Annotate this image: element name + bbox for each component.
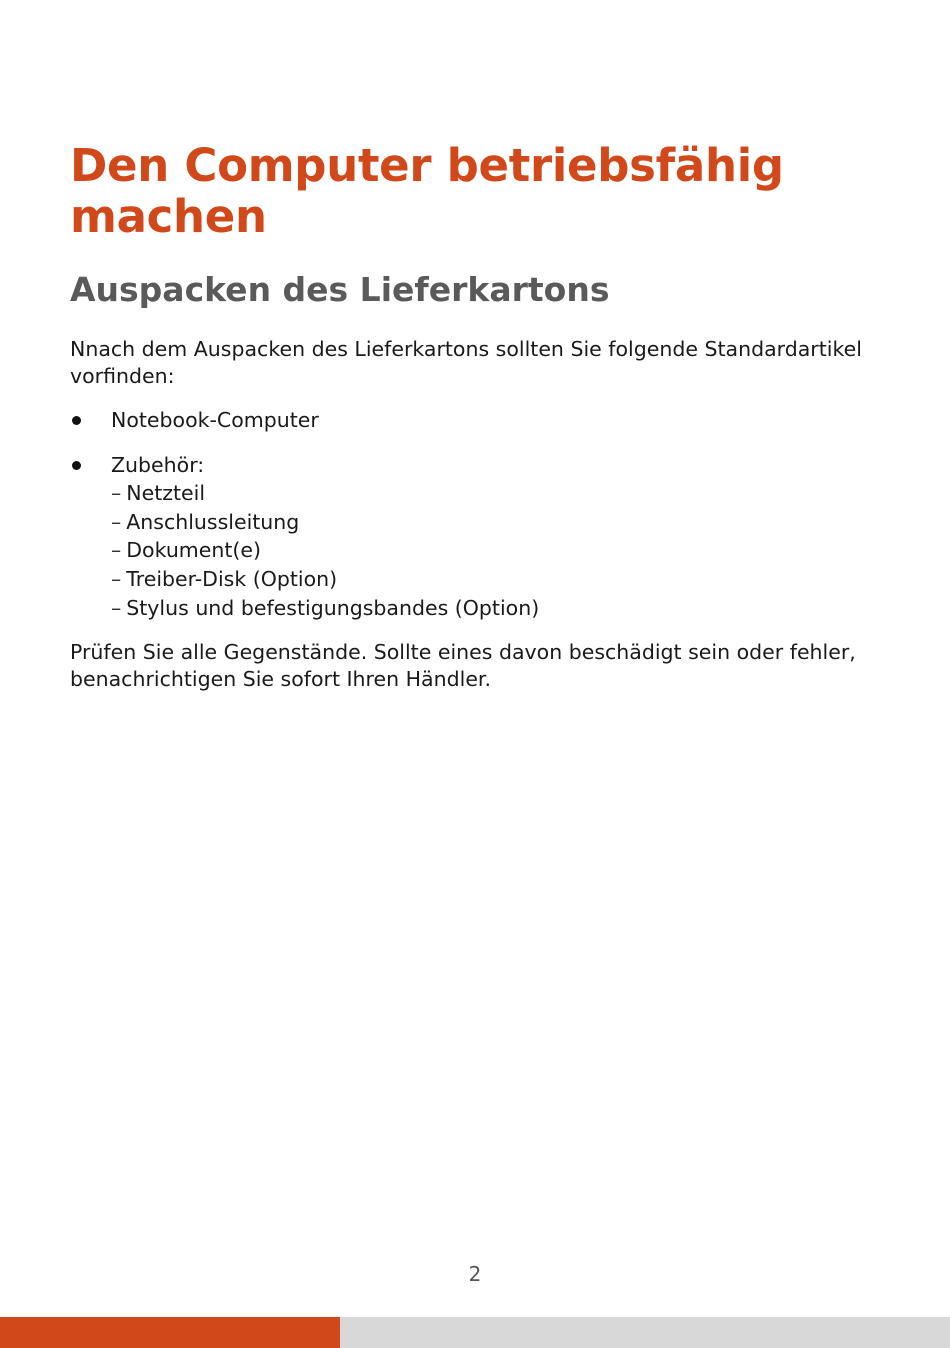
- list-item-label: Zubehör:: [111, 452, 205, 477]
- sublist-item: [111, 565, 910, 594]
- sublist-item-label: Stylus und befestigungsbandes (Option): [126, 595, 540, 620]
- sublist-item-label: Treiber-Disk (Option): [126, 566, 338, 591]
- sublist-item-label: Netzteil: [126, 481, 206, 506]
- sublist-item-label: Anschlussleitung: [126, 509, 300, 534]
- list-item: [70, 451, 910, 623]
- footer-accent-bar: [0, 1317, 340, 1348]
- bullet-icon: [72, 461, 81, 470]
- page-number: 2: [468, 1262, 482, 1286]
- sublist-item: [111, 479, 910, 508]
- dash-icon: –: [111, 566, 122, 591]
- closing-paragraph: Prüfen Sie alle Gegenstände. Sollte eines davon beschädigt sein oder fehler, benachrichtigen Sie sofort Ihren Händler.: [70, 640, 856, 691]
- list-item-label: Notebook-Computer: [111, 408, 319, 432]
- page-title: Den Computer betriebsfähig machen: [70, 139, 784, 243]
- footer-gray-bar: [340, 1317, 950, 1348]
- list-item: [70, 406, 910, 435]
- sublist-item: [111, 594, 910, 623]
- bullet-icon: [72, 416, 81, 425]
- accessories-sublist: [111, 479, 910, 622]
- sublist-item-label: Dokument(e): [126, 538, 262, 563]
- sublist-item: [111, 508, 910, 537]
- section-title: Auspacken des Lieferkartons: [70, 270, 610, 309]
- sublist-item: [111, 536, 910, 565]
- dash-icon: –: [111, 595, 122, 620]
- intro-paragraph: Nnach dem Auspacken des Lieferkartons sollten Sie folgende Standardartikel vorfinden:: [70, 337, 862, 388]
- contents-list: [70, 406, 910, 638]
- dash-icon: –: [111, 481, 122, 506]
- dash-icon: –: [111, 538, 122, 563]
- dash-icon: –: [111, 509, 122, 534]
